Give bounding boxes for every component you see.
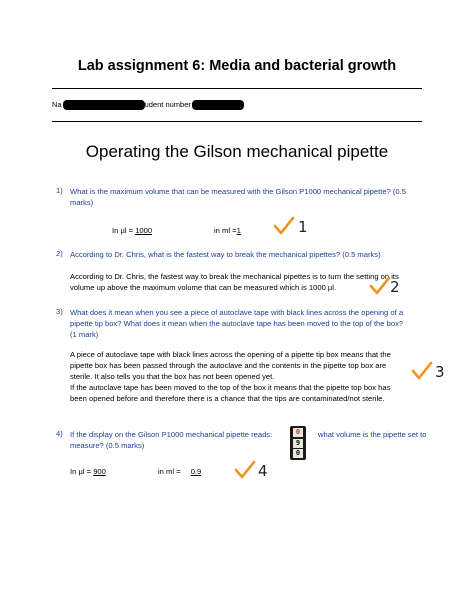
q1-line1: What is the maximum volume that can be measured with the Gilson P1000 mechanical pipette? (0.5 xyxy=(70,187,406,196)
q4-ul-label: In µl = xyxy=(70,467,92,476)
q2-answer-line2: volume up above the maximum volume that can be measured which is 1000 µl. xyxy=(70,283,337,292)
student-number-label: udent number xyxy=(144,100,191,109)
display-digit-3: 0 xyxy=(293,449,303,458)
student-number-redaction xyxy=(192,100,244,110)
q2-text: According to Dr. Chris, what is the fastest way to break the mechanical pipettes? (0.5 marks) xyxy=(70,250,381,259)
q2-answer-line1: According to Dr. Chris, the fastest way to break the mechanical pipettes is to turn the setting on its xyxy=(70,272,399,281)
display-digit-2: 9 xyxy=(293,439,303,448)
q1-line2: marks) xyxy=(70,198,94,207)
q3-answer-line3: sterile. It also tells you that the box has not been opened yet. xyxy=(70,372,275,381)
q3-number: 3) xyxy=(56,307,63,316)
q3-grade: 3 xyxy=(435,363,445,381)
section-subtitle: Operating the Gilson mechanical pipette xyxy=(85,142,389,161)
q3-line3: (1 mark) xyxy=(70,330,99,339)
name-student-row xyxy=(52,100,244,110)
q1-ml-label: in ml = xyxy=(214,226,237,235)
q1-answer-ul xyxy=(112,225,152,236)
q1-ul-label: In µl = xyxy=(112,226,134,235)
q4-text-part1: If the display on the Gilson P1000 mechanical pipette reads: xyxy=(70,430,273,439)
display-digit-1: 0 xyxy=(293,428,303,437)
q2-number: 2) xyxy=(56,249,63,258)
q4-line2: measure? (0.5 marks) xyxy=(70,441,145,450)
q3-answer-line2: pipette box has been passed through the autoclave and the contents in the pipette top box are xyxy=(70,361,387,370)
q1-text xyxy=(70,186,440,208)
header-bottom-rule xyxy=(52,121,422,122)
q3-answer xyxy=(70,349,445,404)
q3-line1: What does it mean when you see a piece of autoclave tape with black lines across the opening of a xyxy=(70,308,404,317)
q2-grade: 2 xyxy=(390,278,400,296)
q3-answer-line5: been opened before and therefore there is a chance that the tips are contaminated/not sterile. xyxy=(70,394,385,403)
q1-check-icon xyxy=(272,216,296,236)
q4-check-icon xyxy=(233,460,257,480)
q4-ml-value: 0.9 xyxy=(190,467,202,476)
document-title: Lab assignment 6: Media and bacterial growth xyxy=(77,58,397,74)
pipette-display xyxy=(290,426,306,460)
name-redaction xyxy=(63,100,145,110)
q3-answer-line4: If the autoclave tape has been moved to the top of the box it means that the pipette top box has xyxy=(70,383,391,392)
q1-answer-ml xyxy=(214,225,241,236)
q3-text xyxy=(70,307,445,340)
q1-ml-value: 1 xyxy=(236,226,241,235)
q4-answer-ul xyxy=(70,466,106,477)
q1-number: 1) xyxy=(56,186,63,195)
q4-ml-label: in ml = xyxy=(158,467,181,476)
q4-ul-value: 900 xyxy=(93,467,106,476)
q3-answer-line1: A piece of autoclave tape with black lines across the opening of a pipette tip box means that the xyxy=(70,350,391,359)
q1-grade: 1 xyxy=(298,218,308,236)
q4-answer-ml xyxy=(158,466,201,477)
name-label: Na xyxy=(52,100,62,109)
q2-check-icon xyxy=(368,276,392,296)
q4-number: 4) xyxy=(56,429,63,438)
q4-grade: 4 xyxy=(258,462,268,480)
q3-line2: pipette tip box? What does it mean when the autoclave tape has been moved to the top of the box? xyxy=(70,319,404,328)
header-top-rule xyxy=(52,88,422,89)
q3-check-icon xyxy=(410,361,434,381)
q1-ul-value: 1000 xyxy=(135,226,153,235)
q4-text-part2: what volume is the pipette set to xyxy=(318,430,427,439)
